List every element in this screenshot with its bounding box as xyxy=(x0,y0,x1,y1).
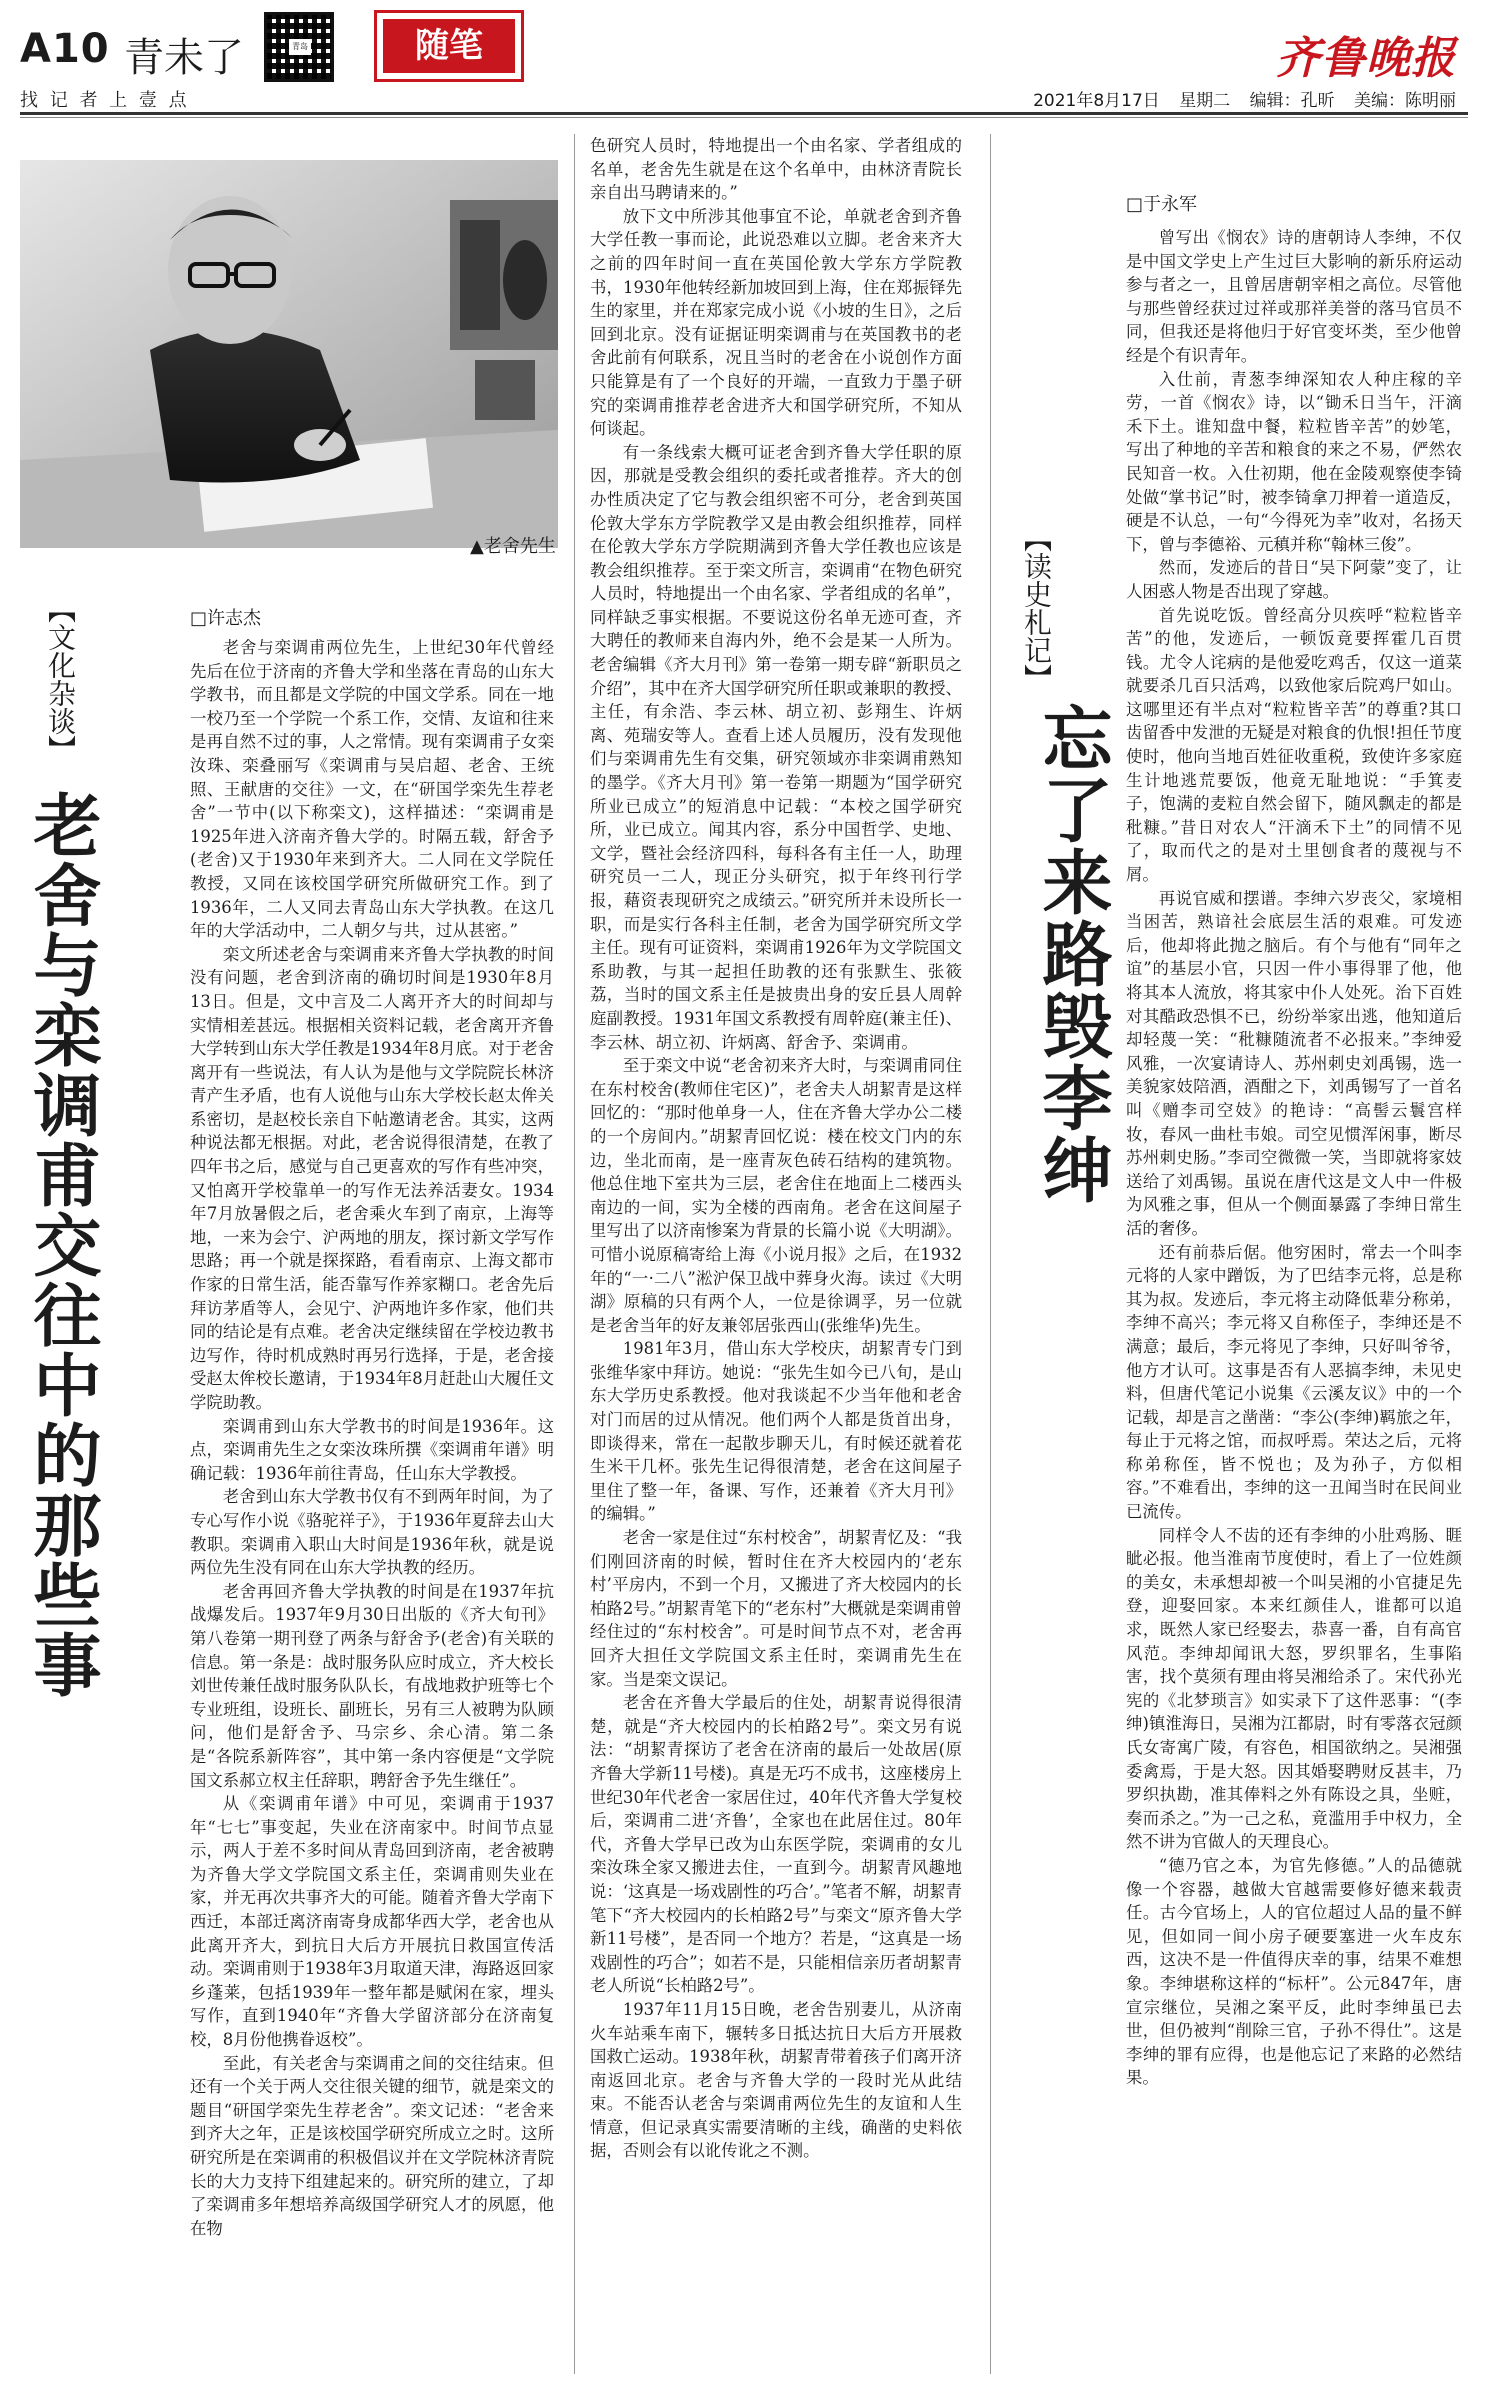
editor-credit: 编辑：孔昕 xyxy=(1249,91,1335,111)
qr-code-label: 青岛 xyxy=(289,39,311,55)
article2-paragraph: 再说官威和摆谱。李绅六岁丧父，家境相当困苦，熟谙社会底层生活的艰难。可发迹后，他却将此抛之脑后。有个与他有“同年之谊”的基层小官，只因一件小事得罪了他，他将其本人流放，将其家中仆人处死。治下百姓对其酷政恐惧不已，纷纷举家出逃，他知道后却轻蔑一笑：“秕糠随流者不必报来。”李绅爱风雅，一次宴请诗人、苏州刺史刘禹锡，选一美貌家妓陪酒，酒酣之下，刘禹锡写了一首名叫《赠李司空妓》的艳诗：“高髻云鬟宫样妆，春风一曲杜韦娘。司空见惯浑闲事，断尽苏州刺史肠。”李司空微微一笑，当即就将家妓送给了刘禹锡。虽说在唐代这是文人中一件极为风雅之事，但从一个侧面暴露了李绅日常生活的奢侈。 xyxy=(1126,888,1462,1238)
article1-column-tag: 【文化杂谈】 xyxy=(44,595,77,763)
article1-paragraph: 至此，有关老舍与栾调甫之间的交往结束。但还有一个关于两人交往很关键的细节，就是栾文的题目“研国学栾先生荐老舍”。栾文记述：“老舍来到齐大之年，正是该校国学研究所成立之时。这所研究所是在栾调甫的积极倡议并在文学院林济青院长的大力支持下组建起来的。研究所的建立，了却了栾调甫多年想培养高级国学研究人才的夙愿，他在物 xyxy=(190,2053,554,2238)
article1-paragraph: 色研究人员时，特地提出一个由名家、学者组成的名单，老舍先生就是在这个名单中，由林济青院长亲自出马聘请来的。” xyxy=(590,136,962,203)
article1-paragraph: 老舍一家是住过“东村校舍”，胡絜青忆及：“我们刚回济南的时候，暂时住在齐大校园内的‘老东村’平房内，不到一个月，又搬进了齐大校园内的长柏路2号。”胡絜青笔下的“老东村”大概就是栾调甫曾经住过的“东村校舍”。可是时间节点不对，老舍再回齐大担任文学院国文系主任时，栾调甫先生在家。当是栾文误记。 xyxy=(590,1528,962,1689)
article2-paragraph: “德乃官之本，为官先修德。”人的品德就像一个容器，越做大官越需要修好德来载责任。古今官场上，人的官位超过人品的量不鲜见，但如同一间小房子硬要塞进一火车皮东西，这决不是一件值得庆幸的事，结果不难想象。李绅堪称这样的“标杆”。公元847年，唐宣宗继位，吴湘之案平反，此时李绅虽已去世，但仍被判“削除三官，子孙不得仕”。这是李绅的罪有应得，也是他忘记了来路的必然结果。 xyxy=(1126,1855,1462,2088)
article1-body-column-1 xyxy=(190,636,554,2376)
newspaper-logo: 齐鲁晚报 xyxy=(1276,33,1456,84)
article2-body-column xyxy=(1126,226,1462,2376)
article2-paragraph: 还有前恭后倨。他穷困时，常去一个叫李元将的人家中蹭饭，为了巴结李元将，总是称其为叔。发迹后，李元将主动降低辈分称弟，李绅不高兴；李元将又自称侄子，李绅还是不满意；最后，李元将见了李绅，只好叫爷爷，他方才认可。这事是否有人恶搞李绅，未见史料，但唐代笔记小说集《云溪友议》中的一个记载，却是言之凿凿：“李公(李绅)羁旅之年，每止于元将之馆，而叔呼焉。荣达之后，元将称弟称侄，皆不悦也；及为孙子，方似相容。”不难看出，李绅的这一丑闻当时在民间业已流传。 xyxy=(1126,1242,1462,1522)
article1-paragraph: 老舍到山东大学教书仅有不到两年时间，为了专心写作小说《骆驼祥子》，于1936年夏辞去山大教职。栾调甫入职山大时间是1936年秋，就是说两位先生没有同在山东大学执教的经历。 xyxy=(190,1487,554,1578)
article1-paragraph: 放下文中所涉其他事宜不论，单就老舍到齐鲁大学任教一事而论，此说恐难以立脚。老舍来齐大之前的四年时间一直在英国伦敦大学东方学院教书，1930年他转经新加坡回到上海，住在郑振铎先生的家里，并在郑家完成小说《小坡的生日》，之后回到北京。没有证据证明栾调甫与在英国教书的老舍此前有何联系，况且当时的老舍在小说创作方面只能算是有了一个良好的开端，一直致力于墨子研究的栾调甫推荐老舍进齐大和国学研究所，不知从何谈起。 xyxy=(590,206,962,439)
contact-reporter-line: 找 记 者 上 壹 点 xyxy=(20,90,190,111)
header-rule-thin xyxy=(20,117,1468,118)
lao-she-portrait-photo xyxy=(20,160,558,548)
article2-paragraph: 入仕前，青葱李绅深知农人种庄稼的辛劳，一首《悯农》诗，以“锄禾日当午，汗滴禾下土。谁知盘中餐，粒粒皆辛苦”的妙笔，写出了种地的辛苦和粮食的来之不易，俨然农民知音一枚。入仕初期，他在金陵观察使李锜处做“掌书记”时，被李锜拿刀押着一道造反，硬是不认总，一句“今得死为幸”收对，名扬天下，曾与李德裕、元稹并称“翰林三俊”。 xyxy=(1126,369,1462,554)
issue-weekday: 星期二 xyxy=(1179,91,1231,111)
column-divider xyxy=(990,134,991,2374)
article1-author: □许志杰 xyxy=(190,608,262,629)
article2-title: 忘了来路毁李绅 xyxy=(1031,702,1113,1206)
column-badge-label: 随笔 xyxy=(383,19,515,73)
column-badge xyxy=(374,10,524,82)
article2-author: □于永军 xyxy=(1126,194,1198,215)
article1-paragraph: 栾文所述老舍与栾调甫来齐鲁大学执教的时间没有问题，老舍到济南的确切时间是1930年8月13日。但是，文中言及二人离开齐大的时间却与实情相差甚远。根据相关资料记载，老舍离开齐鲁大学转到山东大学任教是1934年8月底。对于老舍离开有一些说法，有人认为是他与文学院院长林济青产生矛盾，也有人说他与山东大学校长赵太侔关系密切，是赵校长亲自下帖邀请老舍。其实，这两种说法都无根据。对此，老舍说得很清楚，在教了四年书之后，感觉与自己更喜欢的写作有些冲突，又怕离开学校靠单一的写作无法养活妻女。1934年7月放暑假之后，老舍乘火车到了南京，上海等地，一来为会宁、沪两地的朋友，探讨新文学写作思路；再一个就是探探路，看看南京、上海文都市作家的日常生活，能否靠写作养家糊口。老舍先后拜访茅盾等人，会见宁、沪两地许多作家，他们共同的结论是有点难。老舍决定继续留在学校边教书边写作，待时机成熟时再另行选择，于是，老舍接受赵太侔校长邀请，于1934年8月赶赴山大履任文学院助教。 xyxy=(190,944,554,1412)
article1-paragraph: 有一条线索大概可证老舍到齐鲁大学任职的原因，那就是受教会组织的委托或者推荐。齐大的创办性质决定了它与教会组织密不可分，老舍到英国伦敦大学东方学院教学又是由教会组织推荐，同样在伦敦大学东方学院期满到齐鲁大学任教也应该是教会组织推荐。至于栾文所言，栾调甫“在物色研究人员时，特地提出一个由名家、学者组成的名单”，同样缺乏事实根据。不要说这份名单无迹可查，齐大聘任的教师来自海内外，绝不会是某一人所为。老舍编辑《齐大月刊》第一卷第一期专辟“新职员之介绍”，其中在齐大国学研究所任职或兼职的教授、主任，有余浩、李云林、胡立初、彭翔生、许炳离、苑瑞安等人。查看上述人员履历，没有发现他们与栾调甫先生有交集，研究领域亦非栾调甫熟知的墨学。《齐大月刊》第一卷第一期题为“国学研究所业已成立”的短消息中记载：“本校之国学研究所，业已成立。闻其内容，系分中国哲学、史地、文学，暨社会经济四科，每科各有主任一人，助理研究员一二人，现正分头研究，拟于年终刊行学报，藉资表现研究之成绩云。”研究所并未设所长一职，而是实行各科主任制，老舍为国学研究所文学主任。现有可证资料，栾调甫1926年为文学院国文系助教，与其一起担任助教的还有张默生、张筱荔，当时的国文系主任是披贵出身的安丘县人周幹庭副教授。1931年国文系教授有周幹庭(兼主任)、李云林、胡立初、许炳离、舒舍予、栾调甫。 xyxy=(590,442,962,1052)
issue-meta xyxy=(1019,86,1456,111)
article2-paragraph: 同样令人不齿的还有李绅的小肚鸡肠、睚眦必报。他当淮南节度使时，看上了一位姓颜的美女，未承想却被一个叫吴湘的小官捷足先登，迎娶回家。本来红颜佳人，谁都可以追求，既然人家已经娶去，恭喜一番，自有高官风范。李绅却闻讯大怒，罗织罪名，生事陷害，找个莫须有理由将吴湘给杀了。宋代孙光宪的《北梦琐言》如实录下了这件恶事：“(李绅)镇淮海日，吴湘为江都尉，时有零落衣冠颜氏女寄寓广陵，有容色，相国欲纳之。吴湘强委禽焉，于是大怒。因其婚娶聘财反甚丰，乃罗织执勘，准其俸料之外有陈设之具，坐赃，奏而杀之。”为一己之私，竟滥用手中权力，全然不讲为官做人的天理良心。 xyxy=(1126,1525,1462,1852)
qr-code-icon[interactable] xyxy=(264,12,334,82)
article1-paragraph: 老舍再回齐鲁大学执教的时间是在1937年抗战爆发后。1937年9月30日出版的《齐大旬刊》第八卷第一期刊登了两条与舒舍予(老舍)有关联的信息。第一条是：战时服务队应时成立，齐大校长刘世传兼任战时服务队队长，有战地救护班等七个专业班组，设班长、副班长，另有三人被聘为队顾问，他们是舒舍予、马宗乡、余心清。第二条是“各院系新阵容”，其中第一条内容便是“文学院国文系郝立权主任辞职，聘舒舍予先生继任”。 xyxy=(190,1581,554,1790)
article1-paragraph: 1937年11月15日晚，老舍告别妻儿，从济南火车站乘车南下，辗转多日抵达抗日大后方开展救国救亡运动。1938年秋，胡絜青带着孩子们离开济南返回北京。老舍与齐鲁大学的一段时光从此结束。不能否认老舍与栾调甫两位先生的友谊和人生情意，但记录真实需要清晰的主线，确凿的史料依据，否则会有以讹传讹之不测。 xyxy=(590,1999,962,2161)
article1-paragraph: 至于栾文中说“老舍初来齐大时，与栾调甫同住在东村校舍(教师住宅区)”，老舍夫人胡絜青是这样回忆的：“那时他单身一人，住在齐鲁大学办公二楼的一个房间内。”胡絜青回忆说：楼在校文门内的东边，坐北而南，是一座青灰色砖石结构的建筑物。他总住地下室共为三层，老舍住在地面上二楼西头南边的一间，实为全楼的西南角。老舍在这间屋子里写出了以济南惨案为背景的长篇小说《大明湖》。可惜小说原稿寄给上海《小说月报》之后，在1932年的“一·二八”淞沪保卫战中葬身火海。读过《大明湖》原稿的只有两个人，一位是徐调孚，另一位就是老舍当年的好友兼邻居张西山(张维华)先生。 xyxy=(590,1056,962,1335)
article2-paragraph: 曾写出《悯农》诗的唐朝诗人李绅，不仅是中国文学史上产生过巨大影响的新乐府运动参与者之一，且曾居唐朝宰相之高位。尽管他与那些曾经获过过祥或那祥美誉的落马官员不同，但我还是将他归于好官变坏类，至少他曾经是个有识青年。 xyxy=(1126,228,1462,365)
article2-paragraph: 首先说吃饭。曾经高分贝疾呼“粒粒皆辛苦”的他，发迹后，一顿饭竟要挥霍几百贯钱。尤令人诧病的是他爱吃鸡舌，仅这一道菜就要杀几百只活鸡，以致他家后院鸡尸如山。这哪里还有半点对“粒粒皆辛苦”的尊重?其口齿留香中发泄的无疑是对粮食的仇恨!担任节度使时，他向当地百姓征收重税，致使许多家庭生计地逃荒要饭，他竟无耻地说：“手箕麦子，饱满的麦粒自然会留下，随风飘走的都是秕糠。”昔日对农人“汗滴禾下土”的同情不见了，取而代之的是对土里刨食者的蔑视与不屑。 xyxy=(1126,605,1462,885)
header-rule xyxy=(20,112,1468,115)
section-name: 青未了 xyxy=(124,35,244,81)
article1-paragraph: 老舍在齐鲁大学最后的住处，胡絜青说得很清楚，就是“齐大校园内的长柏路2号”。栾文另有说法：“胡絜青探访了老舍在济南的最后一处故居(原齐鲁大学新11号楼)。真是无巧不成书，这座楼房上世纪30年代老舍一家居住过，40年代齐鲁大学复校后，栾调甫二进‘齐鲁’，全家也在此居住过。80年代，齐鲁大学早已改为山东医学院，栾调甫的女儿栾汝珠全家又搬进去住，一直到今。胡絜青风趣地说：‘这真是一场戏剧性的巧合’。”笔者不解，胡絜青笔下“齐大校园内的长柏路2号”与栾文“原齐鲁大学新11号楼”，是否同一个地方？若是，“这真是一场戏剧性的巧合”；如若不是，只能相信亲历者胡絜青老人所说“长柏路2号”。 xyxy=(590,1693,962,1996)
page-number: A10 xyxy=(20,26,110,72)
issue-date: 2021年8月17日 xyxy=(1033,91,1160,111)
article1-paragraph: 栾调甫到山东大学教书的时间是1936年。这点，栾调甫先生之女栾汝珠所撰《栾调甫年谱》明确记载：1936年前往青岛，任山东大学教授。 xyxy=(190,1416,554,1483)
photo-caption: ▲老舍先生 xyxy=(470,536,556,557)
article1-paragraph: 老舍与栾调甫两位先生，上世纪30年代曾经先后在位于济南的齐鲁大学和坐落在青岛的山东大学教书，而且都是文学院的中国文学系。同在一地一校乃至一个学院一个系工作，交情、友谊和往来是再自然不过的事，人之常情。现有栾调甫子女栾汝珠、栾叠丽写《栾调甫与吴启超、老舍、王统照、王献唐的交往》一文，在“研国学栾先生荐老舍”一节中(以下称栾文)，这样描述：“栾调甫是1925年进入济南齐鲁大学的。时隔五载，舒舍予(老舍)又于1930年来到齐大。二人同在文学院任教授，又同在该校国学研究所做研究工作。到了1936年，二人又同去青岛山东大学执教。在这几年的大学活动中，二人朝夕与共，过从甚密。” xyxy=(190,638,554,941)
article1-title: 老舍与栾调甫交往中的那些事 xyxy=(22,790,101,1700)
article1-paragraph: 从《栾调甫年谱》中可见，栾调甫于1937年“七七”事变起，失业在济南家中。时间节点显示，两人于差不多时间从青岛回到济南，老舍被聘为齐鲁大学文学院国文系主任，栾调甫则失业在家，并无再次共事齐大的可能。随着齐鲁大学南下西迁，本部迁离济南寄身成都华西大学，老舍也从此离开齐大，到抗日大后方开展抗日救国宣传活动。栾调甫则于1938年3月取道天津，海路返回家乡蓬莱，包括1939年一整年都是赋闲在家，埋头写作，直到1940年“齐鲁大学留济部分在济南复校，8月份他携眷返校”。 xyxy=(190,1794,554,2050)
article1-paragraph: 1981年3月，借山东大学校庆，胡絜青专门到张维华家中拜访。她说：“张先生如今已八旬，是山东大学历史系教授。他对我谈起不少当年他和老舍对门而居的过从情况。他们两个人都是货首出身，即谈得来，常在一起散步聊天儿，有时候还就着花生米干几杯。张先生记得很清楚，老舍在这间屋子里住了整一年，备课、写作，还兼着《齐大月刊》的编辑。” xyxy=(590,1339,962,1524)
article1-body-column-2 xyxy=(590,134,962,2376)
portrait-illustration xyxy=(20,160,558,548)
column-divider xyxy=(574,134,575,2374)
article2-paragraph: 然而，发迹后的昔日“吴下阿蒙”变了，让人困惑人物是否出现了穿越。 xyxy=(1126,558,1462,601)
designer-credit: 美编：陈明丽 xyxy=(1354,91,1456,111)
article2-column-tag: 【读史札记】 xyxy=(1020,524,1053,692)
